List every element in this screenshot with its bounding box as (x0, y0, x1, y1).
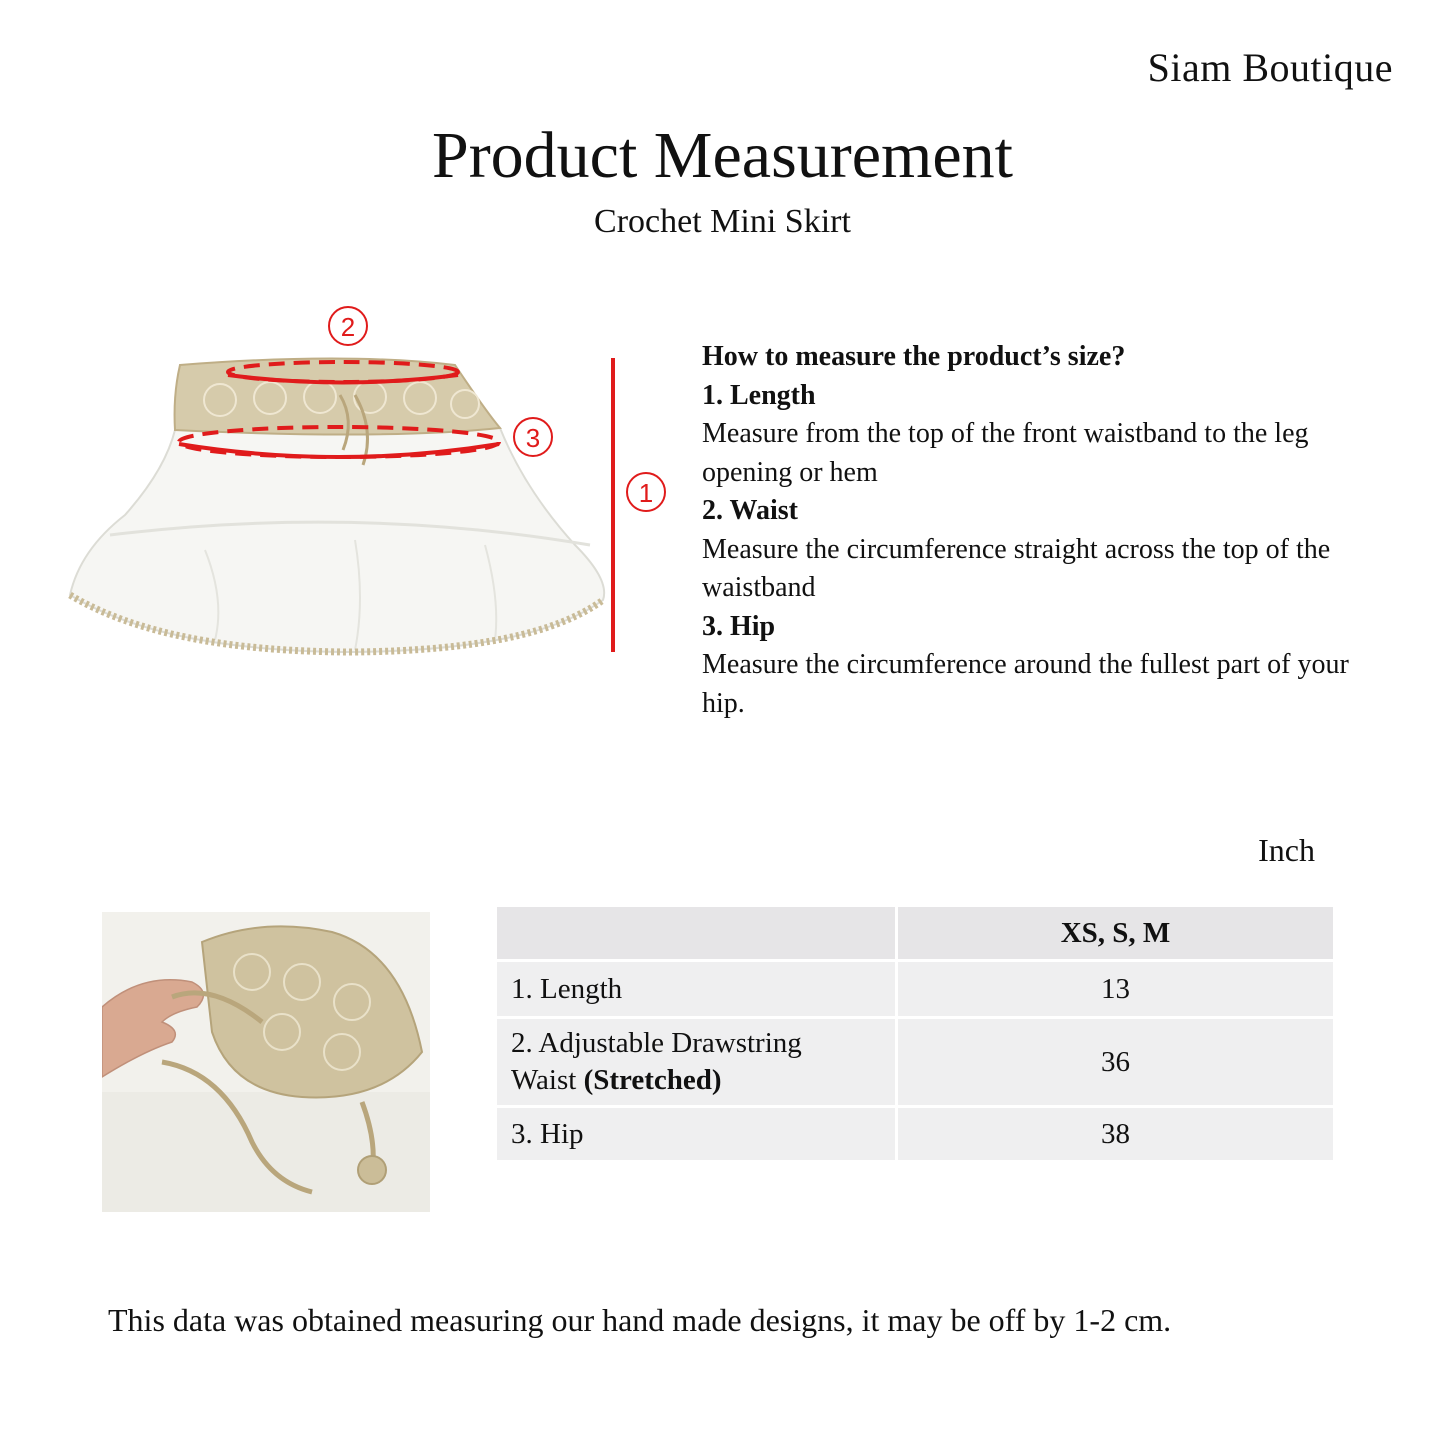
row-label: 1. Length (497, 962, 895, 1016)
table-row (497, 1108, 1333, 1160)
row-label-bold: (Stretched) (583, 1064, 722, 1096)
brand-name: Siam Boutique (1147, 45, 1393, 90)
length-label: 1. Length (702, 379, 816, 411)
svg-text:1: 1 (638, 478, 654, 508)
header-sizes: XS, S, M (898, 907, 1333, 959)
product-name: Crochet Mini Skirt (594, 203, 851, 240)
waist-label: 2. Waist (702, 495, 798, 526)
skirt-measurement-diagram (55, 300, 685, 680)
crochet-flower-tassel (358, 1156, 386, 1184)
row-label (497, 1019, 895, 1105)
waist-description: Measure the circumference straight across the top of the waistband (702, 533, 1331, 603)
row-value: 38 (898, 1108, 1333, 1160)
svg-text:3: 3 (525, 423, 541, 453)
table-row (497, 962, 1333, 1016)
length-description: Measure from the top of the front waistband to the leg opening or hem (702, 418, 1309, 488)
row-label-line-2: Waist (511, 1064, 584, 1096)
row-label-line-1: 2. Adjustable Drawstring (511, 1027, 802, 1059)
drawstring-detail-photo (102, 912, 430, 1212)
table-header-row (497, 907, 1333, 959)
table-row (497, 1019, 1333, 1105)
unit-label: Inch (1258, 832, 1315, 868)
marker-2 (329, 307, 367, 345)
row-value: 13 (898, 962, 1333, 1016)
marker-3 (514, 418, 552, 456)
row-label: 3. Hip (497, 1108, 895, 1160)
header-empty-cell (497, 907, 895, 959)
footnote: This data was obtained measuring our hand made designs, it may be off by 1-2 cm. (108, 1302, 1172, 1338)
row-value: 36 (898, 1019, 1333, 1105)
page-title: Product Measurement (431, 119, 1013, 192)
measurement-instructions (702, 338, 1382, 723)
instructions-heading: How to measure the product’s size? (702, 341, 1126, 372)
marker-1 (627, 473, 665, 511)
hip-description: Measure the circumference around the fullest part of your hip. (702, 649, 1349, 719)
svg-text:2: 2 (340, 312, 356, 342)
hip-label: 3. Hip (702, 610, 776, 642)
size-table (494, 904, 1336, 1163)
